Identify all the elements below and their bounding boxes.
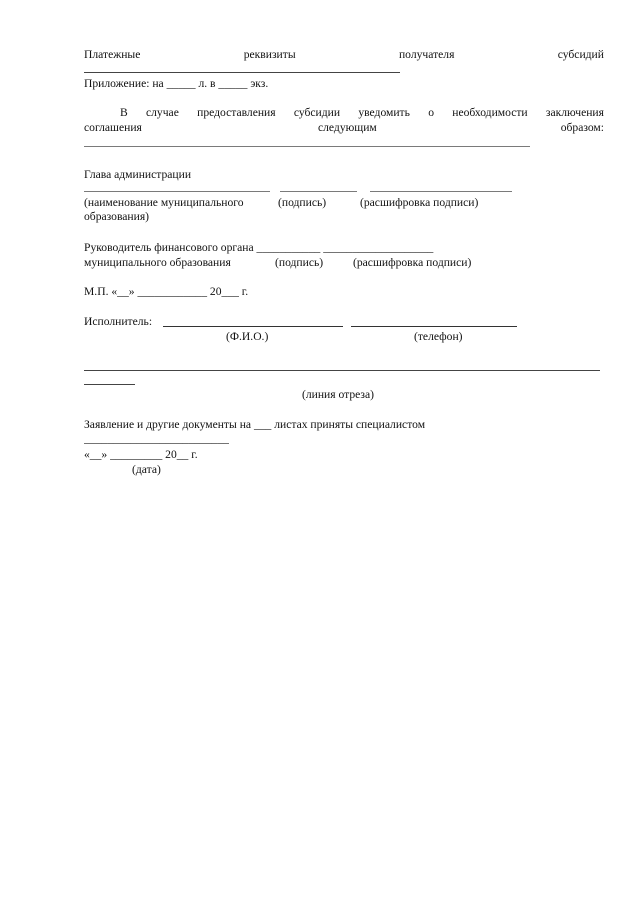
word: Платежные: [84, 48, 141, 61]
word: о: [428, 106, 434, 119]
word: субсидий: [557, 48, 604, 61]
word: образом:: [560, 121, 604, 134]
word: получателя: [398, 48, 455, 61]
word: необходимости: [452, 106, 528, 119]
appendix-line: Приложение: на _____ л. в _____ экз.: [84, 77, 269, 90]
fin-sub-label-3: (расшифровка подписи): [353, 256, 472, 269]
received-underline: _________________________: [84, 432, 229, 445]
word: реквизиты: [243, 48, 296, 61]
admin-sign-rule: [280, 191, 357, 192]
date-label: (дата): [132, 463, 161, 476]
cut-label: (линия отреза): [302, 388, 375, 401]
stamp-date-line: М.П. «__» ____________ 20___ г.: [84, 285, 249, 298]
fin-sub-label-1: муниципального образования: [84, 256, 231, 269]
word: случае: [146, 106, 179, 119]
admin-decode-rule: [370, 191, 512, 192]
head-admin-title: Глава администрации: [84, 168, 192, 181]
executor-label: Исполнитель:: [84, 315, 153, 328]
word: предоставления: [197, 106, 276, 119]
word: заключения: [545, 106, 604, 119]
fin-sub-label-2: (подпись): [275, 256, 324, 269]
recipient-details-rule: [84, 72, 400, 73]
notice-rule: [84, 146, 530, 147]
cut-line-tail: [84, 384, 135, 385]
executor-fio-label: (Ф.И.О.): [226, 330, 269, 343]
admin-name-label-1: (наименование муниципального: [84, 196, 244, 209]
admin-name-rule: [84, 191, 270, 192]
word: субсидии: [293, 106, 341, 119]
fin-head-line: Руководитель финансового органа ___________ ___________________: [84, 241, 434, 254]
cut-line: [84, 370, 600, 371]
notice-line-1: [120, 106, 604, 120]
admin-decode-label: (расшифровка подписи): [360, 196, 479, 209]
word: В: [120, 106, 128, 119]
admin-sign-label: (подпись): [278, 196, 327, 209]
date-line: «__» _________ 20__ г.: [84, 448, 198, 461]
word: следующим: [318, 121, 377, 134]
executor-fio-field: [163, 315, 343, 327]
admin-name-label-2: образования): [84, 210, 150, 223]
received-line: Заявление и другие документы на ___ листах приняты специалистом: [84, 418, 426, 431]
recipient-details-line: [84, 48, 604, 62]
executor-phone-field: [351, 315, 517, 327]
word: соглашения: [84, 121, 142, 134]
executor-phone-label: (телефон): [414, 330, 463, 343]
word: уведомить: [358, 106, 410, 119]
